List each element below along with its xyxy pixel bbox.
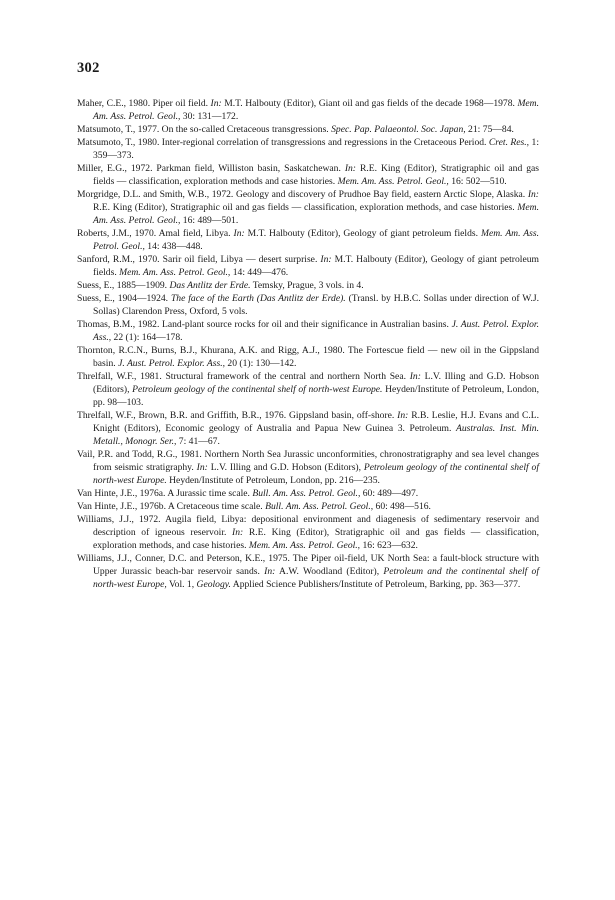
reference-italic-segment: Cret. Res.,: [488, 137, 530, 148]
reference-italic-segment: Geology.: [196, 579, 231, 590]
reference-italic-segment: Mem. Am. Ass. Petrol. Geol.,: [119, 267, 231, 278]
reference-text-segment: Thomas, B.M., 1982. Land-plant source rocks for oil and their significance in Australian basins.: [77, 319, 452, 330]
reference-text-segment: Heyden/Institute of Petroleum, London, pp. 98—103.: [93, 384, 539, 408]
reference-text-segment: Van Hinte, J.E., 1976b. A Cretaceous time scale.: [77, 501, 266, 512]
reference-italic-segment: Mem. Am. Ass. Petrol. Geol.,: [248, 540, 361, 551]
reference-italic-segment: Petroleum geology of the continental shelf of north-west Europe.: [93, 462, 539, 486]
reference-text-segment: 60: 498—516.: [373, 501, 431, 512]
reference-list: [77, 97, 539, 591]
reference-text-segment: L.V. Illing and G.D. Hobson (Editors),: [207, 462, 364, 473]
reference-text-segment: Williams, J.J., 1972. Augila field, Libya: depositional environment and diagenesis of sedimentary reservoir and description of igneous reservoir.: [77, 514, 539, 538]
reference-italic-segment: Petroleum and the continental shelf of north-west Europe,: [93, 566, 539, 590]
reference-text-segment: Morgridge, D.L. and Smith, W.B., 1972. Geology and discovery of Prudhoe Bay field, eastern Arctic Slope, Alaska.: [77, 189, 528, 200]
reference-text-segment: R.B. Leslie, H.J. Evans and C.L. Knight (Editors), Economic geology of Australia and Papua New Guinea 3. Petroleum.: [93, 410, 540, 434]
reference-italic-segment: Das Antlitz der Erde.: [169, 280, 251, 291]
reference-entry: [77, 136, 539, 162]
reference-entry: [77, 162, 539, 188]
reference-italic-segment: In:: [527, 189, 539, 200]
reference-italic-segment: In:: [233, 228, 245, 239]
reference-italic-segment: In:: [196, 462, 208, 473]
reference-italic-segment: Spec. Pap. Palaeontol. Soc. Japan,: [331, 124, 466, 135]
reference-text-segment: 60: 489—497.: [360, 488, 419, 499]
reference-entry: [77, 227, 539, 253]
reference-entry: [77, 448, 539, 487]
reference-text-segment: R.E. King (Editor), Stratigraphic oil and gas fields — classification, exploration methods, and case histories.: [93, 527, 539, 551]
reference-italic-segment: In:: [397, 410, 409, 421]
reference-italic-segment: Petroleum geology of the continental shelf of north-west Europe.: [132, 384, 383, 395]
reference-text-segment: (Transl. by H.B.C. Sollas under direction of W.J. Sollas) Clarendon Press, Oxford, 5 vols.: [93, 293, 539, 317]
reference-text-segment: L.V. Illing and G.D. Hobson (Editors),: [93, 371, 539, 395]
reference-italic-segment: In:: [210, 98, 222, 109]
reference-italic-segment: Bull. Am. Ass. Petrol. Geol.,: [252, 488, 361, 499]
reference-entry: [77, 97, 539, 123]
reference-text-segment: Threlfall, W.F., 1981. Structural framework of the central and northern North Sea.: [77, 371, 410, 382]
reference-italic-segment: In:: [344, 163, 356, 174]
reference-italic-segment: In:: [409, 371, 421, 382]
reference-entry: [77, 318, 539, 344]
reference-text-segment: R.E. King (Editor), Stratigraphic oil and gas fields — classification, exploration methods and case histories.: [93, 163, 539, 187]
reference-italic-segment: J. Aust. Petrol. Explor. Ass.,: [118, 358, 226, 369]
reference-italic-segment: Mem. Am. Ass. Petrol. Geol.,: [93, 98, 540, 122]
reference-text-segment: M.T. Halbouty (Editor), Giant oil and gas fields of the decade 1968—1978.: [221, 98, 518, 109]
reference-entry: [77, 370, 539, 409]
reference-text-segment: M.T. Halbouty (Editor), Geology of giant petroleum fields.: [244, 228, 481, 239]
reference-text-segment: R.E. King (Editor), Stratigraphic oil and gas fields — classification, exploration methods, and case histories.: [93, 202, 518, 213]
reference-text-segment: Suess, E., 1885—1909.: [77, 280, 170, 291]
reference-text-segment: 14: 438—448.: [144, 241, 203, 252]
reference-entry: [77, 188, 539, 227]
reference-text-segment: Vail, P.R. and Todd, R.G., 1981. Northern North Sea Jurassic unconformities, chronostratigraphy and sea level changes from seismic stratigraphy.: [77, 449, 539, 473]
reference-italic-segment: In:: [232, 527, 244, 538]
reference-text-segment: 7: 41—67.: [176, 436, 220, 447]
reference-text-segment: Suess, E., 1904—1924.: [77, 293, 171, 304]
reference-italic-segment: Australas. Inst. Min. Metall., Monogr. Ser.,: [93, 423, 539, 447]
reference-text-segment: Roberts, J.M., 1970. Amal field, Libya.: [77, 228, 234, 239]
reference-entry: [77, 513, 539, 552]
reference-entry: [77, 500, 539, 513]
reference-text-segment: Miller, E.G., 1972. Parkman field, Williston basin, Saskatchewan.: [77, 163, 345, 174]
reference-italic-segment: J. Aust. Petrol. Explor. Ass.,: [93, 319, 539, 343]
reference-italic-segment: Mem. Am. Ass. Petrol. Geol.,: [337, 176, 449, 187]
reference-text-segment: Matsumoto, T., 1977. On the so-called Cretaceous transgressions.: [77, 124, 332, 135]
reference-entry: [77, 253, 539, 279]
reference-text-segment: 30: 131—172.: [180, 111, 239, 122]
reference-text-segment: 14: 449—476.: [230, 267, 289, 278]
reference-entry: [77, 279, 539, 292]
reference-text-segment: Sanford, R.M., 1970. Sarir oil field, Libya — desert surprise.: [77, 254, 321, 265]
reference-text-segment: Thornton, R.C.N., Burns, B.J., Khurana, A.K. and Rigg, A.J., 1980. The Fortescue field — new oil in the Gippsland basin.: [77, 345, 539, 369]
reference-entry: [77, 487, 539, 500]
reference-text-segment: 16: 502—510.: [448, 176, 507, 187]
reference-entry: [77, 552, 539, 591]
reference-text-segment: Matsumoto, T., 1980. Inter-regional correlation of transgressions and regressions in the Cretaceous Period.: [77, 137, 489, 148]
reference-text-segment: Heyden/Institute of Petroleum, London, pp. 216—235.: [166, 475, 380, 486]
reference-text-segment: Williams, J.J., Conner, D.C. and Peterson, K.E., 1975. The Piper oil-field, UK North Sea: a fault-block structure with Upper Jurassic beach-bar reservoir sands.: [77, 553, 539, 577]
reference-text-segment: Applied Science Publishers/Institute of Petroleum, Barking, pp. 363—377.: [230, 579, 521, 590]
reference-italic-segment: In:: [320, 254, 332, 265]
reference-italic-segment: Mem. Am. Ass. Petrol. Geol.,: [93, 228, 540, 252]
reference-text-segment: 21: 75—84.: [465, 124, 514, 135]
reference-text-segment: Temsky, Prague, 3 vols. in 4.: [250, 280, 364, 291]
reference-entry: [77, 409, 539, 448]
reference-entry: [77, 123, 539, 136]
page-number: 302: [77, 60, 100, 76]
reference-italic-segment: The face of the Earth (Das Antlitz der Erde).: [170, 293, 346, 304]
reference-entry: [77, 344, 539, 370]
reference-italic-segment: Bull. Am. Ass. Petrol. Geol.,: [265, 501, 374, 512]
reference-text-segment: Threlfall, W.F., Brown, B.R. and Griffith, B.R., 1976. Gippsland basin, off-shore.: [77, 410, 398, 421]
reference-entry: [77, 292, 539, 318]
reference-text-segment: A.W. Woodland (Editor),: [275, 566, 384, 577]
reference-text-segment: 20 (1): 130—142.: [225, 358, 297, 369]
reference-italic-segment: Mem. Am. Ass. Petrol. Geol.,: [93, 202, 539, 226]
reference-text-segment: 22 (1): 164—178.: [111, 332, 183, 343]
reference-text-segment: 1: 359—373.: [93, 137, 539, 161]
reference-text-segment: Maher, C.E., 1980. Piper oil field.: [77, 98, 211, 109]
reference-text-segment: 16: 489—501.: [180, 215, 239, 226]
reference-text-segment: M.T. Halbouty (Editor), Geology of giant petroleum fields.: [93, 254, 539, 278]
reference-italic-segment: In:: [264, 566, 276, 577]
reference-text-segment: Vol. 1,: [166, 579, 197, 590]
reference-text-segment: 16: 623—632.: [360, 540, 418, 551]
reference-text-segment: Van Hinte, J.E., 1976a. A Jurassic time scale.: [77, 488, 253, 499]
